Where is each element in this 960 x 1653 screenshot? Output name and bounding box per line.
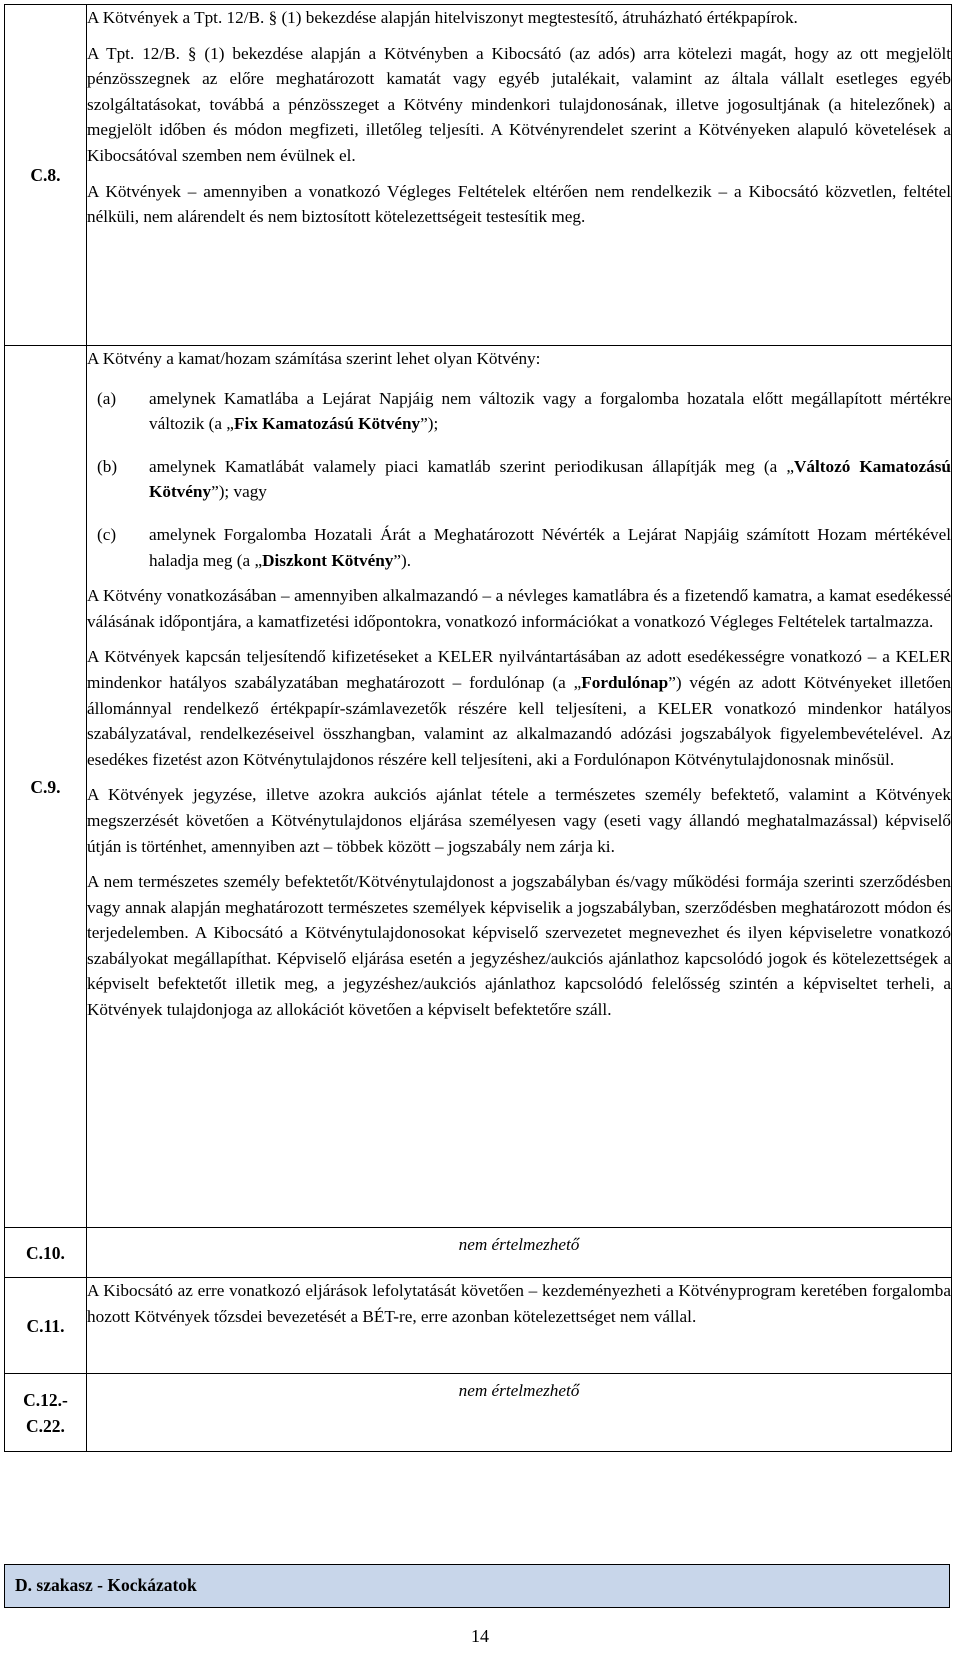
list-text-c (149, 522, 951, 573)
list-text-b (149, 454, 951, 505)
c9-paragraph-keler (87, 644, 951, 772)
page-number: 14 (471, 1626, 489, 1646)
list-text-a (149, 386, 951, 437)
row-code-c22: C.22. (26, 1415, 65, 1436)
list-text-a-pre: amelynek Kamatlába a Lejárat Napjáig nem változik vagy a forgalomba hozatala előtt megállapított mértékre változik (a „ (149, 388, 951, 434)
row-body-c11 (87, 1278, 952, 1374)
section-heading-d: D. szakasz - Kockázatok (4, 1564, 950, 1608)
summary-table (4, 4, 952, 1452)
table-row-c10 (5, 1228, 952, 1278)
list-label-b: (b) (97, 456, 118, 476)
term-valtozo-kamatozasu: Változó Kamatozású Kötvény (149, 456, 951, 502)
c9-paragraph-nem-termeszetes: A nem természetes személy befektetőt/Kötvénytulajdonost a jogszabályban és/vagy működési formája szerinti szerződésben vagy annak alapján meghatározott természetes személyek képviselik a jogszabályban, szerződésben meghatározott módon és terjedelemben. A Kibocsátó a Kötvénytulajdonosokat képviselő szervezetet megnevezhet és ilyen képviseletre vonatkozó szabályokat megállapíthat. Képviselő eljárása esetén a jegyzéshez/aukciós ajánlathoz kapcsolódó jogok és kötelezettségek a képviselt befektetőt illetik meg, a jegyzéshez/aukciós ajánlathoz kapcsolódó felelősség szintén a képviseltet terheli, a Kötvények tulajdonjoga az allokációt követően a képviselt befektetőre száll. (87, 872, 951, 1020)
list-item-b (87, 454, 951, 505)
list-text-b-pre: amelynek Kamatlábát valamely piaci kamatláb szerint periodikusan állapítják meg (a „ (149, 456, 794, 476)
list-item-a (87, 386, 951, 437)
keler-post: ”) végén az adott Kötvényeket illetően állománnyal rendelkező értékpapír-számlavezetők részére kell teljesíteni, a KELER vonatkozó mindenkor hatályos szabályzatával, rendelkezéseivel összhangban, valamint az alkalmazandó adózási jogszabályok figyelembevételével. Az esedékes fizetést azon Kötvénytulajdonos részére kell teljesíteni, aki a Fordulónapon Kötvénytulajdonosnak minősül. (87, 672, 951, 769)
c9-paragraph-jegyzes: A Kötvények jegyzése, illetve azokra aukciós ajánlat tétele a természetes személy befektető, valamint a Kötvények megszerzését követően a Kötvénytulajdonos eljárása személyesen vagy (eseti vagy állandó meghatalmazással) képviselő útján is történhet, amennyiben azt – többek között – jogszabály nem zárja ki. (87, 785, 951, 856)
row-code-c9: C.9. (5, 346, 87, 1228)
list-item-c (87, 522, 951, 573)
table-row-c8 (5, 5, 952, 346)
c8-paragraph-2: A Tpt. 12/B. § (1) bekezdése alapján a Kötvényben a Kibocsátó (az adós) arra kötelezi magát, hogy az ott megjelölt pénzösszegnek az előre meghatározott kamatát vagy egyéb jutalékait, valamint az általa vállalt esetleges egyéb szolgáltatásokat, továbbá a pénzösszeget a Kötvény mindenkori tulajdonosának, illetve jogosultjának (a hitelezőnek) a megjelölt időben és módon megfizeti, illetőleg teljesíti. A Kötvényrendelet szerint a Kötvényeken alapuló követelések a Kibocsátóval szemben nem évülnek el. (87, 43, 951, 165)
term-fix-kamatozasu: Fix Kamatozású Kötvény (233, 414, 421, 434)
row-code-c11: C.11. (5, 1278, 87, 1374)
c12-text: nem értelmezhető (458, 1381, 580, 1400)
row-code-c12: C.12.- (23, 1389, 68, 1410)
table-row-c9 (5, 346, 952, 1228)
list-label-c: (c) (97, 524, 117, 544)
c10-text: nem értelmezhető (458, 1235, 580, 1254)
row-code-c8: C.8. (5, 5, 87, 346)
c9-paragraph-kamat: A Kötvény vonatkozásában – amennyiben alkalmazandó – a névleges kamatlábra és a fizetendő kamatra, a kamat esedékessé válásának időpontjára, a kamatfizetési időpontokra, vonatkozó információkat a vonatkozó Végleges Feltételek tartalmazza. (87, 586, 951, 631)
table-row-c11 (5, 1278, 952, 1374)
list-text-a-post: ”); (420, 414, 439, 434)
term-diszkont: Diszkont Kötvény (262, 550, 394, 570)
row-body-c8 (87, 5, 952, 346)
row-code-c12-c22 (5, 1374, 87, 1452)
row-body-c9 (87, 346, 952, 1228)
list-text-b-post: ”); vagy (211, 482, 267, 502)
row-code-c10: C.10. (5, 1228, 87, 1278)
c8-paragraph-1: A Kötvények a Tpt. 12/B. § (1) bekezdése alapján hitelviszonyt megtestesítő, átruházható értékpapírok. (87, 8, 798, 27)
list-label-a: (a) (97, 388, 117, 408)
c8-paragraph-3: A Kötvények – amennyiben a vonatkozó Végleges Feltételek eltérően nem rendelkezik – a Kibocsátó közvetlen, feltétel nélküli, nem alárendelt és nem biztosított kötelezettségeit testesítik meg. (87, 181, 951, 227)
list-text-c-post: ”). (393, 550, 412, 570)
keler-pre: A Kötvények kapcsán teljesítendő kifizetéseket a KELER nyilvántartásában az adott esedékességre vonatkozó – a KELER mindenkor hatályos szabályzatában meghatározott – fordulónap (a „ (87, 647, 951, 692)
row-body-c12-c22 (87, 1374, 952, 1452)
row-body-c10 (87, 1228, 952, 1278)
table-row-c12-c22 (5, 1374, 952, 1452)
list-text-c-pre: amelynek Forgalomba Hozatali Árát a Meghatározott Névérték a Lejárat Napjáig számított Hozam mértékével haladja meg (a „ (149, 524, 951, 570)
c11-text: A Kibocsátó az erre vonatkozó eljárások lefolytatását követően – kezdeményezheti a Kötvényprogram keretében forgalomba hozott Kötvények tőzsdei bevezetését a BÉT-re, erre azonban kötelezettséget nem vállal. (87, 1281, 951, 1326)
term-fordulonap: Fordulónap (581, 672, 669, 692)
c9-intro: A Kötvény a kamat/hozam számítása szerint lehet olyan Kötvény: (87, 349, 541, 368)
